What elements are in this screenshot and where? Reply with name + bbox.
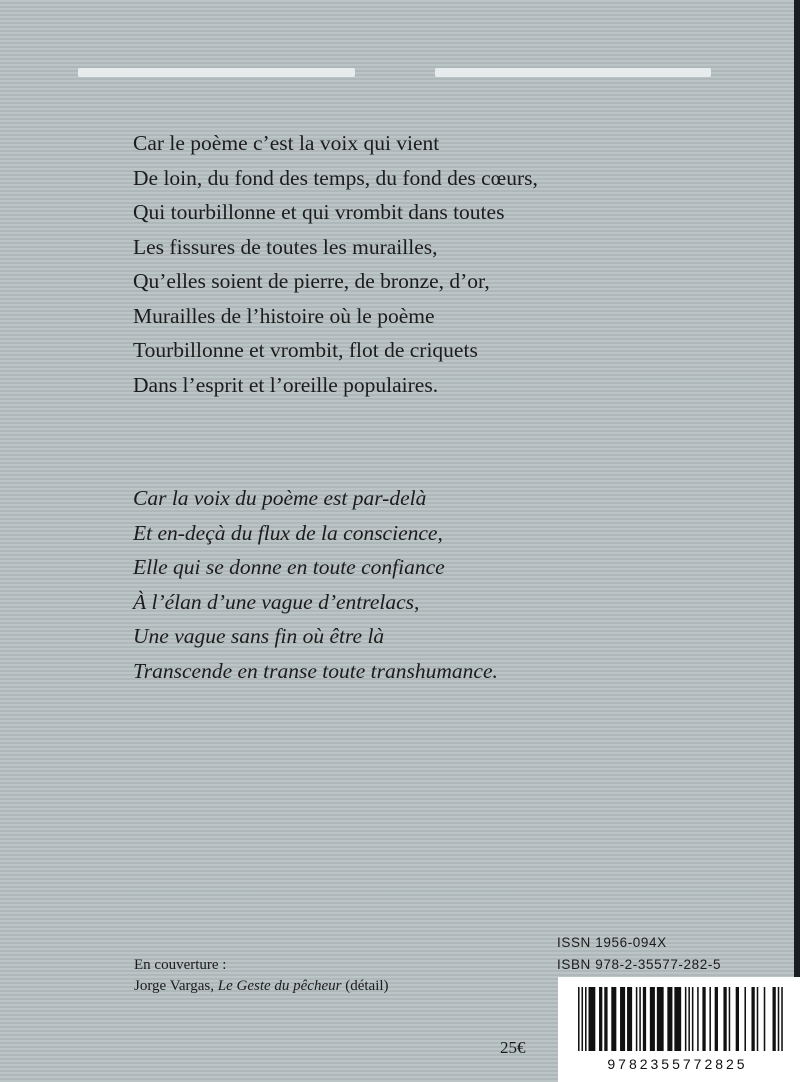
poem-line: Tourbillonne et vrombit, flot de criquets (133, 338, 478, 362)
barcode-bar (744, 987, 746, 1051)
barcode-bar (764, 987, 766, 1051)
poem-line: Qui tourbillonne et qui vrombit dans toutes (133, 200, 505, 224)
barcode-bar (639, 987, 641, 1051)
barcode-bar (674, 987, 681, 1051)
decorative-bar-left (78, 68, 355, 77)
poem-line: Les fissures de toutes les murailles, (133, 234, 438, 259)
publication-identifiers (557, 932, 721, 976)
poem-line: Elle qui se donne en toute confiance (133, 555, 445, 579)
barcode-bar (589, 987, 596, 1051)
barcode-bar (702, 987, 705, 1051)
issn: ISSN 1956-094X (557, 935, 667, 950)
barcode-bar (736, 987, 739, 1051)
barcode-bar (627, 987, 632, 1051)
barcode-bar (781, 987, 783, 1051)
poem-line: Qu’elles soient de pierre, de bronze, d’or, (133, 269, 490, 293)
poem-stanza-2 (133, 481, 498, 688)
poem-line: Car la voix du poème est par-delà (133, 486, 427, 510)
barcode-bar (636, 987, 638, 1051)
spine-edge (794, 0, 800, 1082)
poem-line: De loin, du fond des temps, du fond des cœurs, (133, 165, 538, 190)
barcode-bar (697, 987, 699, 1051)
barcode-bar (688, 987, 690, 1051)
barcode-bar (578, 987, 580, 1051)
poem-line: Transcende en transe toute transhumance. (133, 658, 498, 683)
barcode-bar (604, 987, 607, 1051)
barcode-bar (650, 987, 655, 1051)
decorative-bar-right (435, 68, 711, 77)
credits-work-title: Le Geste du pêcheur (217, 978, 342, 994)
barcode-bar (715, 987, 718, 1051)
poem-stanza-1 (133, 126, 538, 402)
barcode-bar (620, 987, 625, 1051)
barcode-bar (585, 987, 587, 1051)
barcode-bar (757, 987, 759, 1051)
barcode-bar (611, 987, 616, 1051)
cover-credits (134, 955, 389, 997)
barcode-bars (578, 987, 783, 1051)
credits-artist: Jorge Vargas, (134, 978, 218, 994)
credits-artwork (134, 976, 389, 997)
barcode (558, 977, 800, 1082)
poem-line: Une vague sans fin où être là (133, 624, 385, 648)
barcode-bar (729, 987, 731, 1051)
poem-line: Car le poème c’est la voix qui vient (133, 131, 440, 155)
barcode-bar (723, 987, 726, 1051)
barcode-bar (643, 987, 646, 1051)
poem-line: Et en-deçà du flux de la conscience, (133, 520, 443, 545)
price: 25€ (500, 1038, 526, 1057)
barcode-bar (657, 987, 664, 1051)
poem-line: À l’élan d’une vague d’entrelacs, (133, 589, 420, 614)
poem-line: Dans l’esprit et l’oreille populaires. (133, 372, 439, 397)
credits-heading: En couverture : (134, 957, 227, 973)
poem-line: Murailles de l’histoire où le poème (133, 303, 435, 328)
barcode-digits: 9782355772825 (607, 1056, 748, 1072)
barcode-bar (685, 987, 687, 1051)
barcode-bar (582, 987, 584, 1051)
barcode-bar (692, 987, 694, 1051)
credits-note: (détail) (341, 978, 389, 994)
barcode-bar (772, 987, 775, 1051)
barcode-bar (778, 987, 780, 1051)
isbn: ISBN 978-2-35577-282-5 (557, 957, 722, 972)
barcode-bar (709, 987, 711, 1051)
barcode-bar (667, 987, 672, 1051)
barcode-bar (751, 987, 754, 1051)
barcode-bar (599, 987, 602, 1051)
